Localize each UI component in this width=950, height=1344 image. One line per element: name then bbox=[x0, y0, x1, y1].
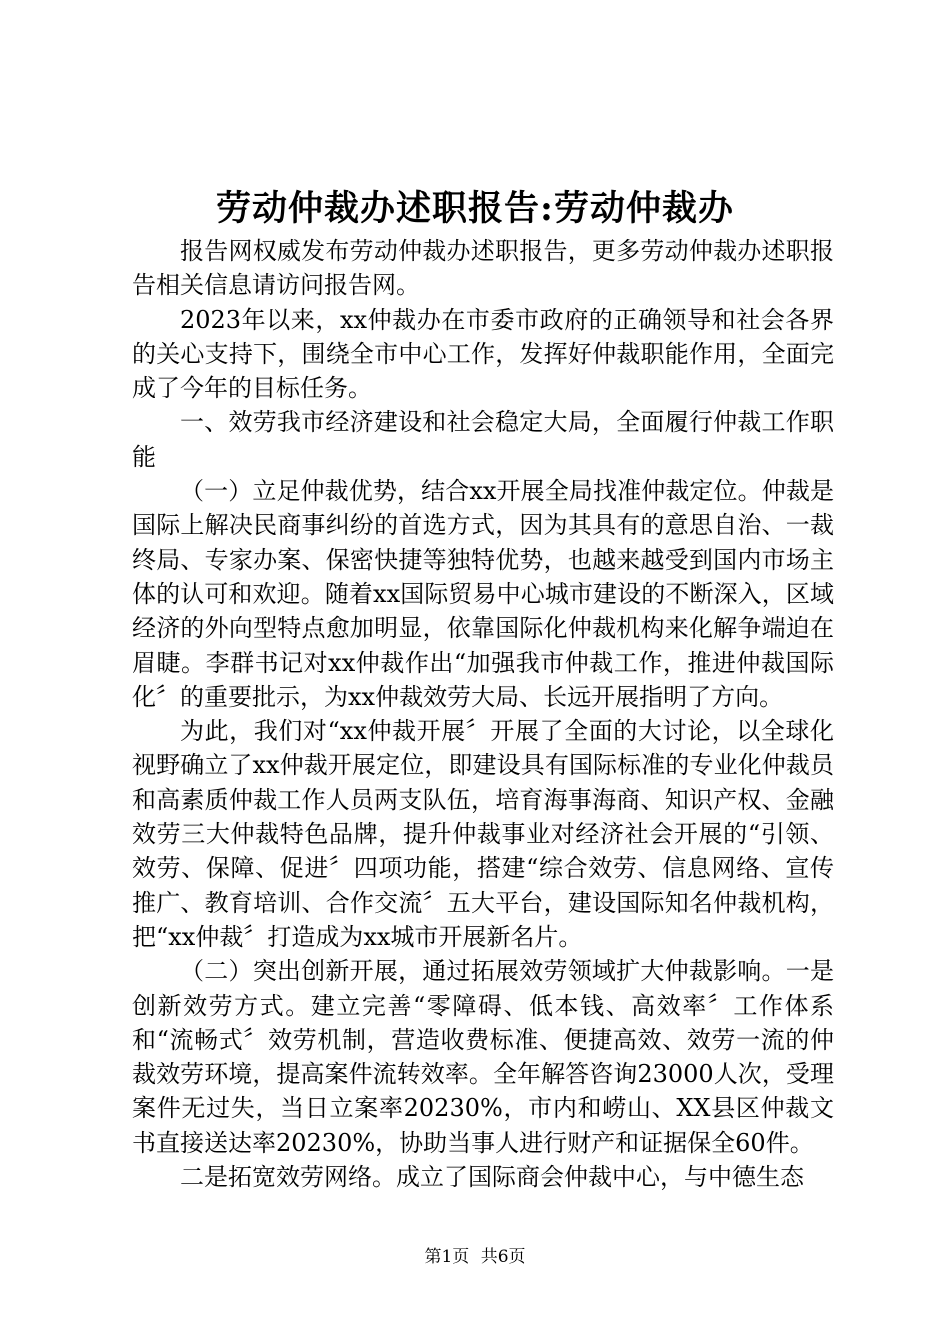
paragraph-subsection-1: （一）立足仲裁优势，结合xx开展全局找准仲裁定位。仲裁是国际上解决民商事纠纷的首选方式，因为其具有的意思自治、一裁终局、专家办案、保密快捷等独特优势，也越来越受到国内市场主体的认可和欢迎。随着xx国际贸易中心城市建设的不断深入，区域经济的外向型特点愈加明显，依靠国际化仲裁机构来化解争端迫在眉睫。李群书记对xx仲裁作出“加强我市仲裁工作，推进仲裁国际化〞的重要批示，为xx仲裁效劳大局、长远开展指明了方向。 bbox=[132, 477, 834, 711]
paragraph-overview: 2023年以来，xx仲裁办在市委市政府的正确领导和社会各界的关心支持下，围绕全市中心工作，发挥好仲裁职能作用，全面完成了今年的目标任务。 bbox=[132, 305, 834, 403]
paragraph-subsection-2: （二）突出创新开展，通过拓展效劳领域扩大仲裁影响。一是创新效劳方式。建立完善“零障碍、低本钱、高效率〞工作体系和“流畅式〞效劳机制，营造收费标准、便捷高效、效劳一流的仲裁效劳环境，提高案件流转效率。全年解答咨询23000人次，受理案件无过失，当日立案率20230%，市内和崂山、XX县区仲裁文书直接送达率20230%，协助当事人进行财产和证据保全60件。 bbox=[132, 957, 834, 1157]
section-heading-1: 一、效劳我市经济建设和社会稳定大局，全面履行仲裁工作职能 bbox=[132, 408, 834, 471]
paragraph-intro: 报告网权威发布劳动仲裁办述职报告，更多劳动仲裁办述职报告相关信息请访问报告网。 bbox=[132, 237, 834, 300]
page-number: 第1页 bbox=[424, 1247, 470, 1267]
page-total: 共6页 bbox=[480, 1247, 526, 1267]
paragraph-network: 二是拓宽效劳网络。成立了国际商会仲裁中心，与中德生态 bbox=[180, 1163, 804, 1192]
paragraph-positioning: 为此，我们对“xx仲裁开展〞开展了全面的大讨论，以全球化视野确立了xx仲裁开展定位，即建设具有国际标准的专业化仲裁员和高素质仲裁工作人员两支队伍，培育海事海商、知识产权、金融效劳三大仲裁特色品牌，提升仲裁事业对经济社会开展的“引领、效劳、保障、促进〞四项功能，搭建“综合效劳、信息网络、宣传推广、教育培训、合作交流〞五大平台，建设国际知名仲裁机构，把“xx仲裁〞打造成为xx城市开展新名片。 bbox=[132, 717, 834, 951]
page-footer bbox=[0, 1245, 950, 1269]
document-body bbox=[132, 234, 834, 1194]
document-title: 劳动仲裁办述职报告:劳动仲裁办 bbox=[216, 188, 734, 229]
